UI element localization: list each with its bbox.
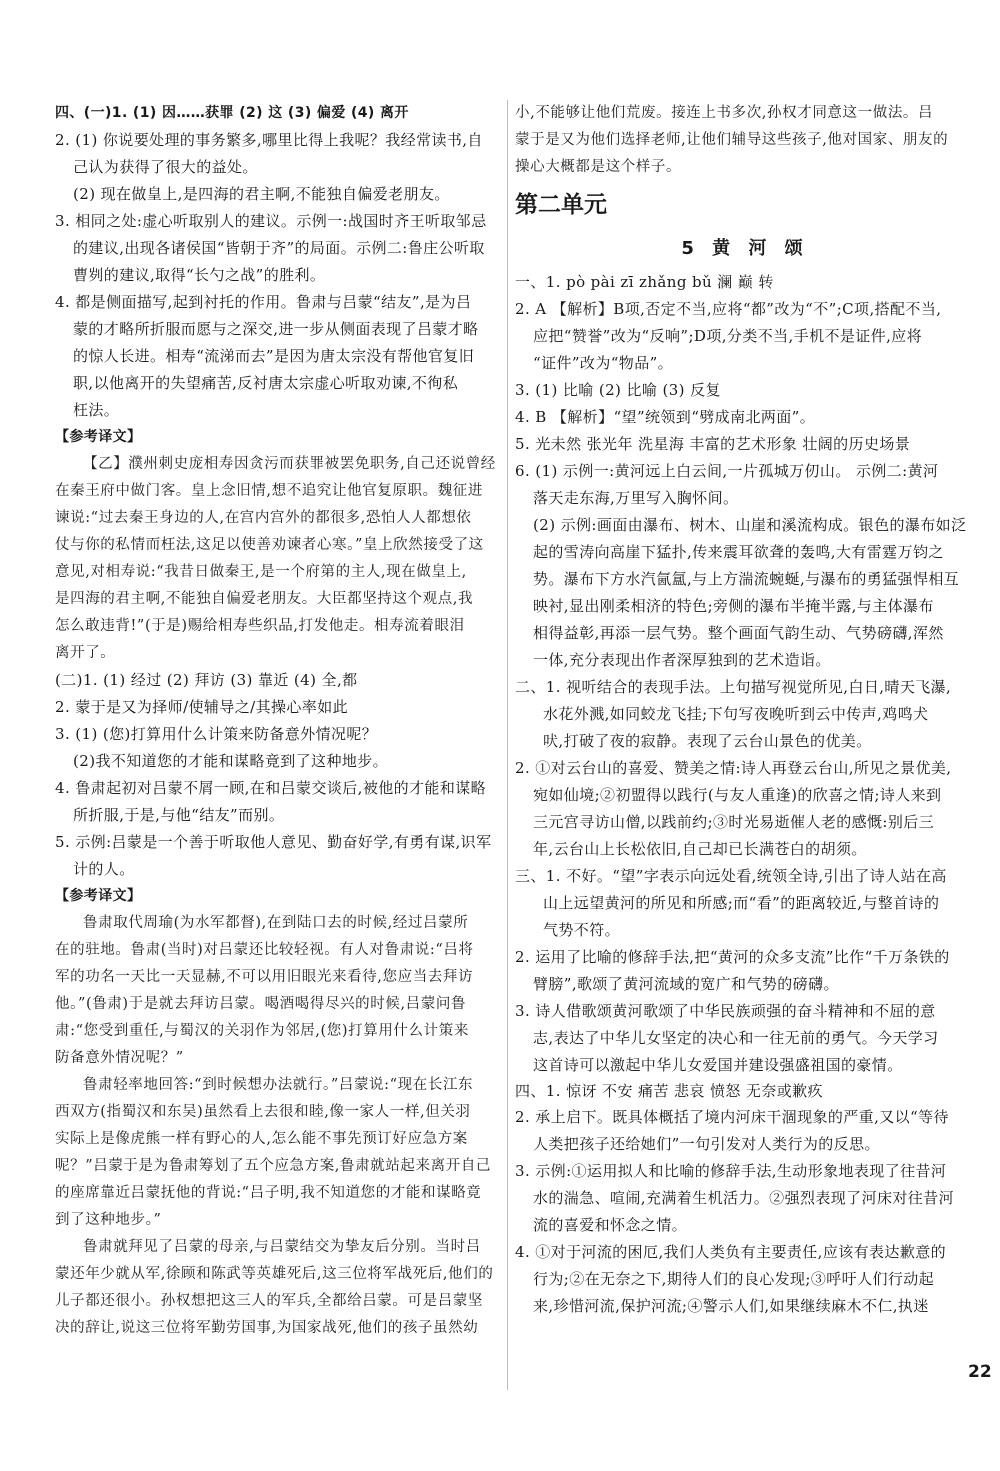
translation-line: 在秦王府中做门客。皇上念旧情,想不追究让他官复原职。魏征进 [55, 483, 484, 499]
answer-line: 3. (1) 比喻 (2) 比喻 (3) 反复 [515, 381, 721, 399]
answer-line: (二)1. (1) 经过 (2) 拜访 (3) 靠近 (4) 全,都 [55, 671, 358, 689]
translation-line: 到了这种地步。” [55, 1212, 162, 1228]
right-column-answers [515, 269, 975, 1320]
translation-line: 仗与你的私情而枉法,这足以使善劝谏者心寒。”皇上欣然接受了这 [55, 537, 484, 553]
answer-line: 己认为获得了很大的益处。 [73, 158, 258, 176]
answer-line: 3. (1) (您)打算用什么计策来防备意外情况呢？ [55, 725, 378, 743]
answer-line: 曹刿的建议,取得“长勺之战”的胜利。 [73, 266, 326, 284]
translation-line: 决的辞让,说这三位将军勤劳国事,为国家战死,他们的孩子虽然幼 [55, 1320, 479, 1336]
answer-line: 3. 相同之处:虚心听取别人的建议。示例一:战国时齐王听取邹忌 [55, 212, 487, 230]
translation-line: 的座席靠近吕蒙抚他的背说:“吕子明,我不知道您的才能和谋略竟 [55, 1185, 482, 1201]
answer-line: 5. 光未然 张光年 洗星海 丰富的艺术形象 壮阔的历史场景 [515, 435, 911, 453]
answer-line: 来,珍惜河流,保护河流;④警示人们,如果继续麻木不仁,执迷 [533, 1297, 929, 1315]
answer-line: 年,云台山上长松依旧,自己却已长满苍白的胡须。 [533, 840, 867, 858]
answer-line: 四、1. 惊讶 不安 痛苦 悲哀 愤怒 无奈或歉疚 [515, 1082, 823, 1100]
answer-line: 宛如仙境;②初盟得以践行(与友人重逢)的欣喜之情;诗人来到 [533, 786, 942, 804]
answer-line: (2) 现在做皇上,是四海的君主啊,不能独自偏爱老朋友。 [73, 185, 450, 203]
page-number: 22 [968, 1362, 992, 1382]
answer-line: 志,表达了中华儿女坚定的决心和一往无前的勇气。今天学习 [533, 1029, 939, 1047]
answer-line: 流的喜爱和怀念之情。 [533, 1216, 688, 1234]
answer-line: 人类把孩子还给她们”一句引发对人类行为的反思。 [533, 1135, 880, 1153]
translation-line: 防备意外情况呢？” [55, 1050, 184, 1066]
answer-line: 臂膀”,歌颂了黄河流域的宽广和气势的磅礴。 [533, 975, 839, 993]
answer-line: 三元宫寻访山僧,以践前约;③时光易逝催人老的感慨:别后三 [533, 813, 935, 831]
answer-line: 2. 承上启下。既具体概括了境内河床干涸现象的严重,又以“等待 [515, 1108, 949, 1126]
translation-line: 西双方(指蜀汉和东吴)虽然看上去很和睦,像一家人一样,但关羽 [55, 1104, 471, 1120]
lesson-title: 5 黄 河 颂 [681, 238, 809, 259]
answer-line: 所折服,于是,与他“结友”而别。 [73, 806, 285, 824]
translation-line: 【乙】濮州刺史庞相寿因贪污而获罪被罢免职务,自己还说曾经 [83, 456, 496, 472]
answer-line: 映衬,显出刚柔相济的特色;旁侧的瀑布半掩半露,与主体瀑布 [533, 597, 934, 615]
answer-line: 枉法。 [73, 401, 120, 419]
translation-line: 谏说:“过去秦王身边的人,在宫内宫外的都很多,恐怕人人都想依 [55, 510, 472, 526]
answer-line: 三、1. 不好。“望”字表示向远处看,统领全诗,引出了诗人站在高 [515, 867, 947, 885]
answer-line: 4. 都是侧面描写,起到衬托的作用。鲁肃与吕蒙“结友”,是为吕 [55, 293, 472, 311]
translation-line: 军的功名一天比一天显赫,不可以用旧眼光来看待,您应当去拜访 [55, 969, 474, 985]
translation-line: 肃:“您受到重任,与蜀汉的关羽作为邻居,(您)打算用什么计策来 [55, 1023, 469, 1039]
answer-line: 二、1. 视听结合的表现手法。上句描写视觉所见,白日,晴天飞瀑, [515, 678, 952, 696]
answer-line: 落天走东海,万里写入胸怀间。 [533, 489, 739, 507]
translation-line: 小,不能够让他们荒废。接连上书多次,孙权才同意这一做法。吕 [515, 105, 934, 121]
answer-line: 势。瀑布下方水汽氤氲,与上方湍流蜿蜒,与瀑布的勇猛强悍相互 [533, 570, 960, 588]
answer-line: 2. ①对云台山的喜爱、赞美之情:诗人再登云台山,所见之景优美, [515, 759, 952, 777]
translation-line: 在的驻地。鲁肃(当时)对吕蒙还比较轻视。有人对鲁肃说:“吕将 [55, 942, 474, 958]
translation-line: 儿子都还很小。孙权想把这三人的军兵,全都给吕蒙。可是吕蒙坚 [55, 1293, 484, 1309]
answer-line: 吠,打破了夜的寂静。表现了云台山景色的优美。 [543, 732, 872, 750]
answer-line: 【参考译文】 [55, 429, 142, 445]
answer-line: 3. 示例:①运用拟人和比喻的修辞手法,生动形象地表现了往昔河 [515, 1162, 947, 1180]
answer-line: 一体,充分表现出作者深厚独到的艺术造诣。 [533, 651, 831, 669]
answer-line: 2. 运用了比喻的修辞手法,把“黄河的众多支流”比作“千万条铁的 [515, 948, 950, 966]
translation-line: 蒙还年少就从军,徐顾和陈武等英雄死后,这三位将军战死后,他们的 [55, 1266, 494, 1282]
answer-line: 四、(一)1. (1) 因……获罪 (2) 这 (3) 偏爱 (4) 离开 [55, 105, 409, 121]
translation-line: 鲁肃轻率地回答:“到时候想办法就行。”吕蒙说:“现在长江东 [83, 1077, 474, 1093]
answer-line: 2. A 【解析】B项,否定不当,应将“都”改为“不”;C项,搭配不当, [515, 300, 942, 318]
answer-line: 4. B 【解析】“望”统领到“劈成南北两面”。 [515, 408, 816, 426]
translation-line: 离开了。 [55, 645, 116, 661]
answer-line: 3. 诗人借歌颂黄河歌颂了中华民族顽强的奋斗精神和不屈的意 [515, 1002, 936, 1020]
translation-line: 怎么敢违背!”(于是)赐给相寿些织品,打发他走。相寿流着眼泪 [55, 618, 465, 634]
left-column [55, 100, 500, 1342]
answer-line: 行为;②在无奈之下,期待人们的良心发现;③呼吁人们行动起 [533, 1270, 935, 1288]
translation-line: 他。”(鲁肃)于是就去拜访吕蒙。喝酒喝得尽兴的时候,吕蒙问鲁 [55, 996, 467, 1012]
answer-line: 的建议,出现各诸侯国“皆朝于齐”的局面。示例二:鲁庄公听取 [73, 239, 485, 257]
answer-line: 起的雪涛向高崖下猛扑,传来震耳欲聋的轰鸣,大有雷霆万钧之 [533, 543, 944, 561]
answer-line: 2. 蒙于是又为择师/使辅导之/其操心率如此 [55, 698, 348, 716]
right-column-continued-translation [515, 100, 975, 181]
answer-line: 职,以他离开的失望痛苦,反衬唐太宗虚心听取劝谏,不徇私 [73, 374, 459, 392]
right-column [515, 100, 975, 1320]
answer-line: (2) 示例:画面由瀑布、树木、山崖和溪流构成。银色的瀑布如泛 [533, 516, 967, 534]
answer-line: 4. 鲁肃起初对吕蒙不屑一顾,在和吕蒙交谈后,被他的才能和谋略 [55, 779, 487, 797]
translation-line: 蒙于是又为他们选择老师,让他们辅导这些孩子,他对国家、朋友的 [515, 132, 949, 148]
answer-line: 这首诗可以激起中华儿女爱国并建设强盛祖国的豪情。 [533, 1056, 903, 1074]
translation-line: 鲁肃就拜见了吕蒙的母亲,与吕蒙结交为挚友后分别。当时吕 [83, 1239, 481, 1255]
answer-line: “证件”改为“物品”。 [533, 354, 674, 372]
answer-line: 【参考译文】 [55, 888, 142, 904]
answer-line: (2)我不知道您的才能和谋略竟到了这种地步。 [73, 752, 389, 770]
answer-line: 5. 示例:吕蒙是一个善于听取他人意见、勤奋好学,有勇有谋,识军 [55, 833, 492, 851]
answer-line: 6. (1) 示例一:黄河远上白云间,一片孤城万仞山。 示例二:黄河 [515, 462, 939, 480]
answer-line: 的惊人长进。相寿“流涕而去”是因为唐太宗没有帮他官复旧 [73, 347, 475, 365]
unit-title: 第二单元 [515, 192, 607, 218]
answer-line: 4. ①对于河流的困厄,我们人类负有主要责任,应该有表达歉意的 [515, 1243, 947, 1261]
answer-line: 蒙的才略所折服而愿与之深交,进一步从侧面表现了吕蒙才略 [73, 320, 479, 338]
answer-line: 气势不符。 [543, 921, 621, 939]
translation-line: 是四海的君主啊,不能独自偏爱老朋友。大臣都坚持这个观点,我 [55, 591, 474, 607]
answer-line: 应把“赞誉”改为“反响”;D项,分类不当,手机不是证件,应将 [533, 327, 923, 345]
answer-line: 计的人。 [73, 860, 135, 878]
answer-line: 水花外溅,如同蛟龙飞挂;下句写夜晚听到云中传声,鸡鸣犬 [543, 705, 929, 723]
column-divider [507, 100, 508, 1390]
answer-line: 山上远望黄河的所见和所感;而“看”的距离较近,与整首诗的 [543, 894, 940, 912]
translation-line: 实际上是像虎熊一样有野心的人,怎么能不事先预订好应急方案 [55, 1131, 468, 1147]
translation-line: 操心大概都是这个样子。 [515, 159, 682, 175]
translation-line: 鲁肃取代周瑜(为水军都督),在到陆口去的时候,经过吕蒙所 [83, 915, 469, 931]
answer-line: 水的湍急、喧闹,充满着生机活力。②强烈表现了河床对往昔河 [533, 1189, 954, 1207]
translation-line: 意见,对相寿说:“我昔日做秦王,是一个府第的主人,现在做皇上, [55, 564, 467, 580]
answer-line: 相得益彰,再添一层气势。整个画面气韵生动、气势磅礴,浑然 [533, 624, 944, 642]
translation-line: 呢？”吕蒙于是为鲁肃筹划了五个应急方案,鲁肃就站起来离开自己 [55, 1158, 492, 1174]
answer-line: 一、1. pò pài zī zhǎng bǔ 澜 巅 转 [515, 273, 774, 291]
answer-line: 2. (1) 你说要处理的事务繁多,哪里比得上我呢？我经常读书,自 [55, 131, 483, 149]
